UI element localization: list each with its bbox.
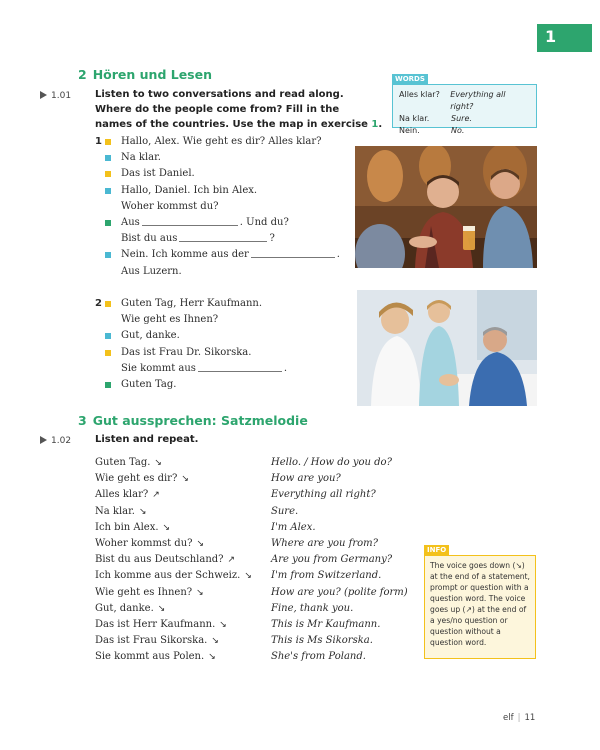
- line-text-after: . Und du?: [239, 217, 289, 229]
- intonation-down-icon: ↘: [196, 587, 204, 598]
- word-en: Everything all right?: [450, 90, 506, 111]
- phrase-text: Das ist Frau Sikorska.: [95, 635, 208, 647]
- speaker-marker-yellow: [105, 171, 111, 177]
- intonation-down-icon: ↘: [196, 539, 205, 550]
- word-row: [399, 125, 530, 137]
- line-text: Aus: [121, 217, 140, 229]
- repeat-german-column: [95, 455, 252, 666]
- fill-in-blank[interactable]: [179, 232, 267, 242]
- intonation-down-icon: ↘: [181, 474, 189, 485]
- line-text: Guten Tag, Herr Kaufmann.: [121, 298, 263, 309]
- footer-divider: |: [517, 713, 521, 723]
- phrase-text: Wie geht es dir?: [95, 473, 178, 485]
- intonation-down-icon: ↘: [208, 652, 216, 663]
- dialogue-line: [95, 328, 287, 344]
- repeat-phrase-en: Everything all right?: [271, 489, 376, 501]
- phrase-text: Na klar.: [95, 505, 135, 517]
- info-box: The voice goes down (↘) at the end of a statement, prompt or question with a question word. The voice goes up (↗) at the end of a yes/no question or question without a question word.: [424, 555, 536, 659]
- repeat-phrase-en: I'm from Switzerland.: [271, 570, 382, 582]
- repeat-phrase-de: [95, 552, 252, 568]
- intonation-down-icon: ↘: [138, 506, 147, 517]
- phrase-text: Wie geht es Ihnen?: [95, 586, 193, 598]
- phrase-text: Ich komme aus der Schweiz.: [95, 570, 241, 582]
- instruction-end: .: [378, 119, 383, 130]
- section-3-heading: Gut aussprechen: Satzmelodie: [92, 413, 308, 428]
- dialogue-line: [95, 166, 340, 182]
- speaker-marker-blue: [105, 188, 111, 194]
- phrase-text: Alles klar?: [95, 489, 149, 501]
- intonation-up-icon: ↗: [227, 555, 236, 566]
- words-label: WORDS: [392, 74, 428, 84]
- speaker-marker-yellow: [105, 350, 111, 356]
- dialogue-line: [95, 199, 340, 215]
- repeat-phrase-en: Fine, thank you.: [271, 602, 354, 614]
- repeat-phrase-en: How are you?: [271, 473, 341, 485]
- dialogue-line: [95, 264, 340, 280]
- word-row: [399, 113, 530, 125]
- word-de: Na klar.: [399, 114, 430, 123]
- fill-in-blank[interactable]: [142, 216, 238, 226]
- intonation-down-icon: ↘: [157, 603, 166, 614]
- photo-friends-in-pub: [355, 146, 537, 268]
- speaker-marker-blue: [105, 252, 111, 258]
- audio-play-icon[interactable]: [40, 91, 47, 99]
- repeat-phrase-en: I'm Alex.: [271, 521, 316, 533]
- exercise-ref: 1: [371, 119, 379, 130]
- dialogue-2: [95, 296, 287, 393]
- line-text: Gut, danke.: [121, 330, 180, 342]
- word-en: Sure.: [451, 114, 472, 123]
- page-number: 11: [524, 713, 536, 723]
- dialogue-line: [95, 345, 287, 361]
- speaker-marker-blue: [105, 155, 111, 161]
- info-label: INFO: [424, 545, 449, 555]
- speaker-marker-green: [105, 382, 111, 388]
- intonation-down-icon: ↘: [211, 636, 219, 647]
- line-text: Na klar.: [121, 152, 161, 164]
- audio-play-icon[interactable]: [40, 436, 47, 444]
- fill-in-blank[interactable]: [251, 248, 335, 258]
- dialogue-line: [95, 150, 340, 166]
- phrase-text: Ich bin Alex.: [95, 521, 159, 533]
- repeat-phrase-de: [95, 633, 252, 649]
- section-2-heading: Hören und Lesen: [92, 67, 213, 82]
- dialogue-line: [95, 215, 340, 231]
- line-text: Woher kommst du?: [121, 200, 219, 212]
- dialogue-1: [95, 134, 340, 280]
- track-number: 1.02: [51, 436, 72, 446]
- phrase-text: Guten Tag.: [95, 457, 151, 468]
- repeat-phrase-de: [95, 568, 252, 584]
- line-text-after: .: [336, 249, 340, 261]
- repeat-phrase-en: How are you? (polite form): [271, 586, 408, 598]
- line-text: Wie geht es Ihnen?: [121, 314, 219, 326]
- instruction-line: [95, 117, 382, 132]
- instruction-text: names of the countries. Use the map in exercise: [95, 119, 368, 130]
- repeat-phrase-en: Sure.: [271, 505, 299, 517]
- line-text: Guten Tag.: [121, 379, 177, 391]
- unit-tab: 1: [537, 24, 592, 50]
- dialogue-line: [95, 377, 287, 393]
- line-text: Aus Luzern.: [121, 265, 182, 277]
- repeat-phrase-en: She's from Poland.: [271, 651, 366, 663]
- fill-in-blank[interactable]: [198, 362, 282, 372]
- line-text: Das ist Daniel.: [121, 168, 195, 180]
- unit-tab-line: [537, 50, 592, 52]
- photo-doctor-with-patient: [357, 290, 537, 406]
- intonation-down-icon: ↘: [154, 458, 162, 468]
- speaker-marker-green: [105, 220, 111, 226]
- repeat-phrase-de: [95, 471, 252, 487]
- track-number: 1.01: [51, 91, 72, 101]
- track-1-02[interactable]: [40, 436, 71, 446]
- section-3-title: [78, 413, 308, 428]
- track-1-01[interactable]: [40, 91, 71, 101]
- line-text-after: ?: [269, 233, 275, 245]
- phrase-text: Sie kommt aus Polen.: [95, 651, 205, 663]
- word-row: [399, 89, 530, 113]
- repeat-phrase-de: [95, 585, 252, 601]
- page-footer: [503, 713, 535, 723]
- repeat-phrase-de: [95, 504, 252, 520]
- repeat-phrase-de: [95, 520, 252, 536]
- phrase-text: Woher kommst du?: [95, 538, 193, 550]
- section-2-instruction: [95, 87, 382, 132]
- phrase-text: Gut, danke.: [95, 602, 154, 614]
- section-3-instruction: Listen and repeat.: [95, 434, 199, 445]
- line-text: Hallo, Daniel. Ich bin Alex.: [121, 184, 258, 196]
- word-en: No.: [451, 126, 465, 135]
- line-text: Das ist Frau Dr. Sikorska.: [121, 346, 252, 358]
- repeat-phrase-en: This is Ms Sikorska.: [271, 635, 373, 647]
- page-word: elf: [503, 713, 514, 723]
- repeat-phrase-en: This is Mr Kaufmann.: [271, 619, 381, 631]
- dialogue-line: [95, 312, 287, 328]
- word-de: Alles klar?: [399, 90, 440, 99]
- repeat-phrase-de: [95, 649, 252, 665]
- speaker-marker-yellow: [105, 139, 111, 145]
- repeat-phrase-de: [95, 536, 252, 552]
- section-2-number: 2: [78, 67, 87, 82]
- dialogue-line: [95, 361, 287, 377]
- dialogue-number: 2: [95, 298, 102, 309]
- word-de: Nein.: [399, 126, 420, 135]
- repeat-english-column: [271, 455, 408, 666]
- dialogue-line: [95, 247, 340, 263]
- dialogue-line: [95, 231, 340, 247]
- dialogue-line: [95, 134, 340, 150]
- section-3-number: 3: [78, 413, 87, 428]
- intonation-down-icon: ↘: [219, 620, 227, 631]
- intonation-down-icon: ↘: [162, 522, 171, 533]
- intonation-down-icon: ↘: [244, 571, 252, 582]
- repeat-phrase-de: [95, 617, 252, 633]
- speaker-marker-blue: [105, 333, 111, 339]
- speaker-marker-yellow: [105, 301, 111, 307]
- phrase-text: Bist du aus Deutschland?: [95, 554, 224, 566]
- instruction-line: Where do the people come from? Fill in the: [95, 104, 340, 115]
- instruction-line: Listen to two conversations and read along.: [95, 89, 344, 100]
- line-text: Sie kommt aus: [121, 362, 196, 374]
- line-text: Nein. Ich komme aus der: [121, 249, 249, 261]
- repeat-phrase-de: [95, 455, 252, 471]
- repeat-phrase-en: Are you from Germany?: [271, 554, 393, 566]
- line-text: Hallo, Alex. Wie geht es dir? Alles klar?: [121, 136, 322, 147]
- repeat-phrase-en: Where are you from?: [271, 538, 378, 550]
- line-text: Bist du aus: [121, 233, 178, 245]
- dialogue-line: [95, 296, 287, 312]
- dialogue-number: 1: [95, 136, 102, 147]
- repeat-phrase-en: Hello. / How do you do?: [271, 457, 392, 468]
- line-text-after: .: [283, 362, 288, 374]
- repeat-phrase-de: [95, 487, 252, 503]
- phrase-text: Das ist Herr Kaufmann.: [95, 619, 216, 631]
- intonation-up-icon: ↗: [152, 490, 160, 501]
- repeat-phrase-de: [95, 601, 252, 617]
- words-box: [392, 84, 537, 135]
- dialogue-line: [95, 183, 340, 199]
- section-2-title: [78, 67, 212, 82]
